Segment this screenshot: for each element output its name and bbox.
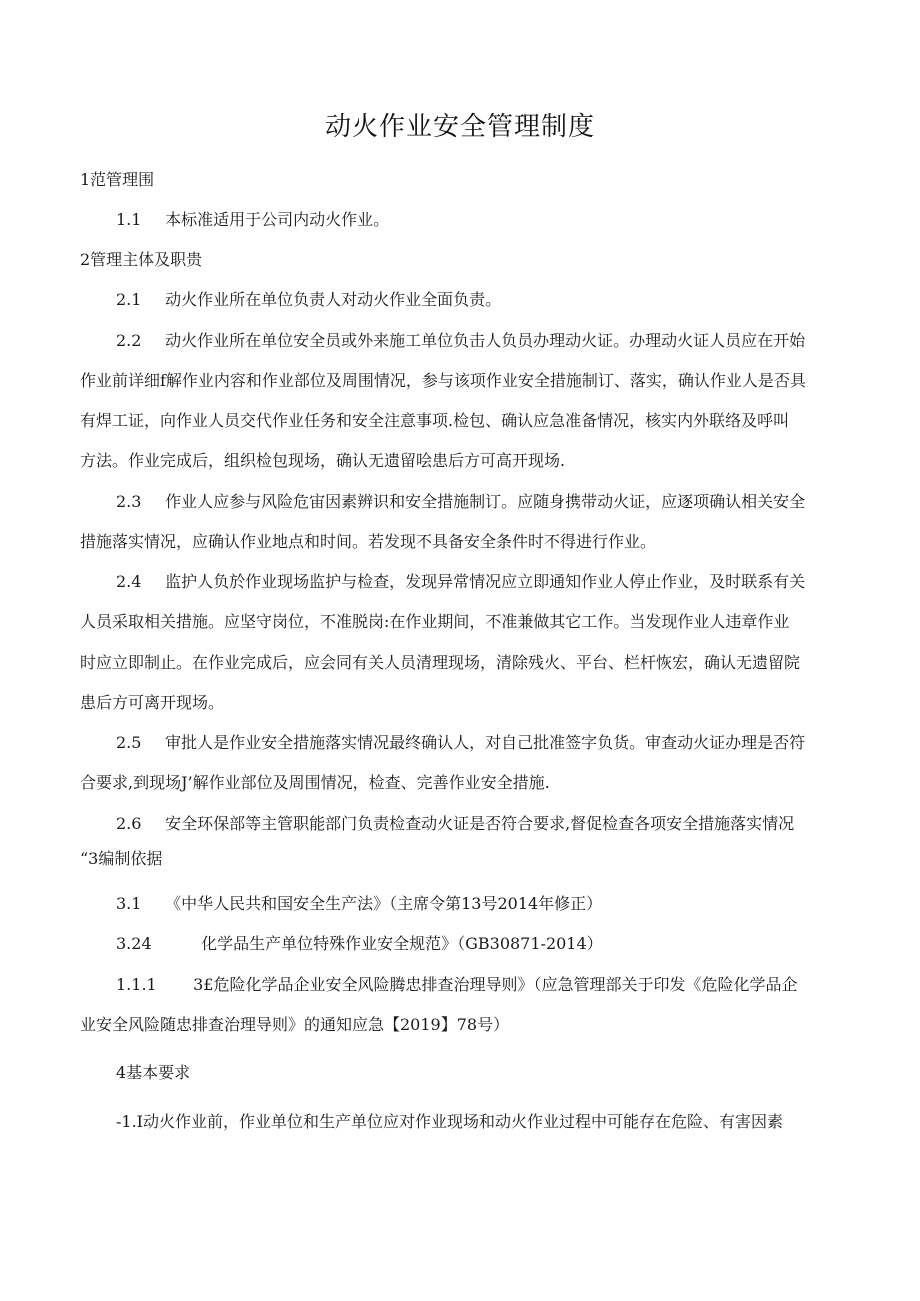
- clause-text: 本标准适用于公司内动火作业。: [165, 210, 390, 229]
- paragraph-1-1-1-line-2: 业安全风险随忠排查治理导则》的通知应急【2019】78号）: [80, 1015, 510, 1034]
- section-heading-1: 1范管理围: [80, 170, 155, 189]
- section-heading-2: 2管理主体及职贵: [80, 250, 203, 269]
- clause-text: 安全环保部等主管职能部门负责检查动火证是否符合要求,督促检查各项安全措施落实情况: [165, 814, 795, 833]
- clause-text: 动火作业所在单位负责人对动火作业全面负责。: [165, 290, 502, 309]
- clause-number: -1.I: [116, 1112, 143, 1131]
- paragraph-2-4-line-4: 患后方可离开现场。: [80, 693, 225, 712]
- paragraph-2-6-line-1: [116, 814, 794, 834]
- clause-text: 动火作业所在单位安全员或外来施工单位负击人负员办理动火证。办理动火证人员应在开始: [165, 331, 806, 350]
- section-heading-3: “3编制依据: [80, 849, 163, 868]
- document-title: 动火作业安全管理制度: [324, 112, 595, 142]
- section-heading-4: 4基本要求: [116, 1063, 191, 1082]
- paragraph-2-1: [116, 290, 501, 310]
- clause-number: 2.1: [116, 290, 142, 309]
- clause-number: 2.4: [116, 572, 142, 591]
- clause-text: 审批人是作业安全措施落实情况最终确认人，对自己批准签字负货。审查动火证办理是否符: [165, 733, 806, 752]
- clause-text: 动火作业前，作业单位和生产单位应对作业现场和动火作业过程中可能存在危险、有害因素: [143, 1112, 784, 1131]
- clause-number: 3.24: [116, 934, 152, 953]
- clause-text: 作业人应参与风险危宙因素辨识和安全措施制订。应随身携带动火证，应逐项确认相关安全: [165, 492, 806, 511]
- paragraph-2-2-line-3: 有焊工证，向作业人员交代作业任务和安全注意事项.检包、确认应急准备情况，核实内外联络及呼叫: [80, 411, 790, 430]
- paragraph-2-4-line-1: [116, 572, 805, 592]
- paragraph-4-1: [116, 1112, 783, 1132]
- clause-number: 1.1: [116, 210, 142, 229]
- clause-number: 2.3: [116, 492, 142, 511]
- paragraph-2-2-line-2: 作业前详细f解作业内容和作业部位及周围情况，参与该项作业安全措施制订、落实，确认作业人是否具: [80, 371, 806, 390]
- paragraph-2-4-line-2: 人员采取相关措施。应坚守岗位，不准脱岗:在作业期间，不准兼做其它工作。当发现作业人违章作业: [80, 612, 790, 631]
- paragraph-2-2-line-1: [116, 331, 805, 351]
- clause-text: 《中华人民共和国安全生产法》（主席令第13号2014年修正）: [165, 894, 603, 913]
- clause-text: 化学品生产单位特殊作业安全规范》（GB30871-2014）: [201, 934, 603, 953]
- paragraph-1-1-1-line-1: [116, 975, 797, 995]
- paragraph-2-5-line-2: 合要求,到现场J’解作业部位及周围情况，检查、完善作业安全措施.: [80, 773, 550, 792]
- paragraph-2-5-line-1: [116, 733, 805, 753]
- clause-number: 3.1: [116, 894, 142, 913]
- clause-text: 监护人负於作业现场监护与检查，发现异常情况应立即通知作业人停止作业，及时联系有关: [165, 572, 806, 591]
- paragraph-2-4-line-3: 时应立即制止。在作业完成后，应会同有关人员清理现场，清除残火、平台、栏杆恢宏，确认无遗留院: [80, 653, 801, 672]
- clause-text: 3£危险化学品企业安全风险腾忠排查治理导则》（应急管理部关于印发《危险化学品企: [193, 975, 798, 994]
- clause-number: 2.6: [116, 814, 142, 833]
- paragraph-3-24: [116, 934, 603, 954]
- paragraph-2-3-line-1: [116, 492, 805, 512]
- clause-number: 1.1.1: [116, 975, 157, 994]
- clause-number: 2.5: [116, 733, 142, 752]
- paragraph-3-1: [116, 894, 602, 914]
- paragraph-1-1: [116, 210, 389, 230]
- clause-number: 2.2: [116, 331, 142, 350]
- paragraph-2-2-line-4: 方法。作业完成后，组织检包现场，确认无遗留哙患后方可高开现场.: [80, 451, 566, 470]
- paragraph-2-3-line-2: 措施落实情况，应确认作业地点和时间。若发现不具备安全条件时不得进行作业。: [80, 532, 657, 551]
